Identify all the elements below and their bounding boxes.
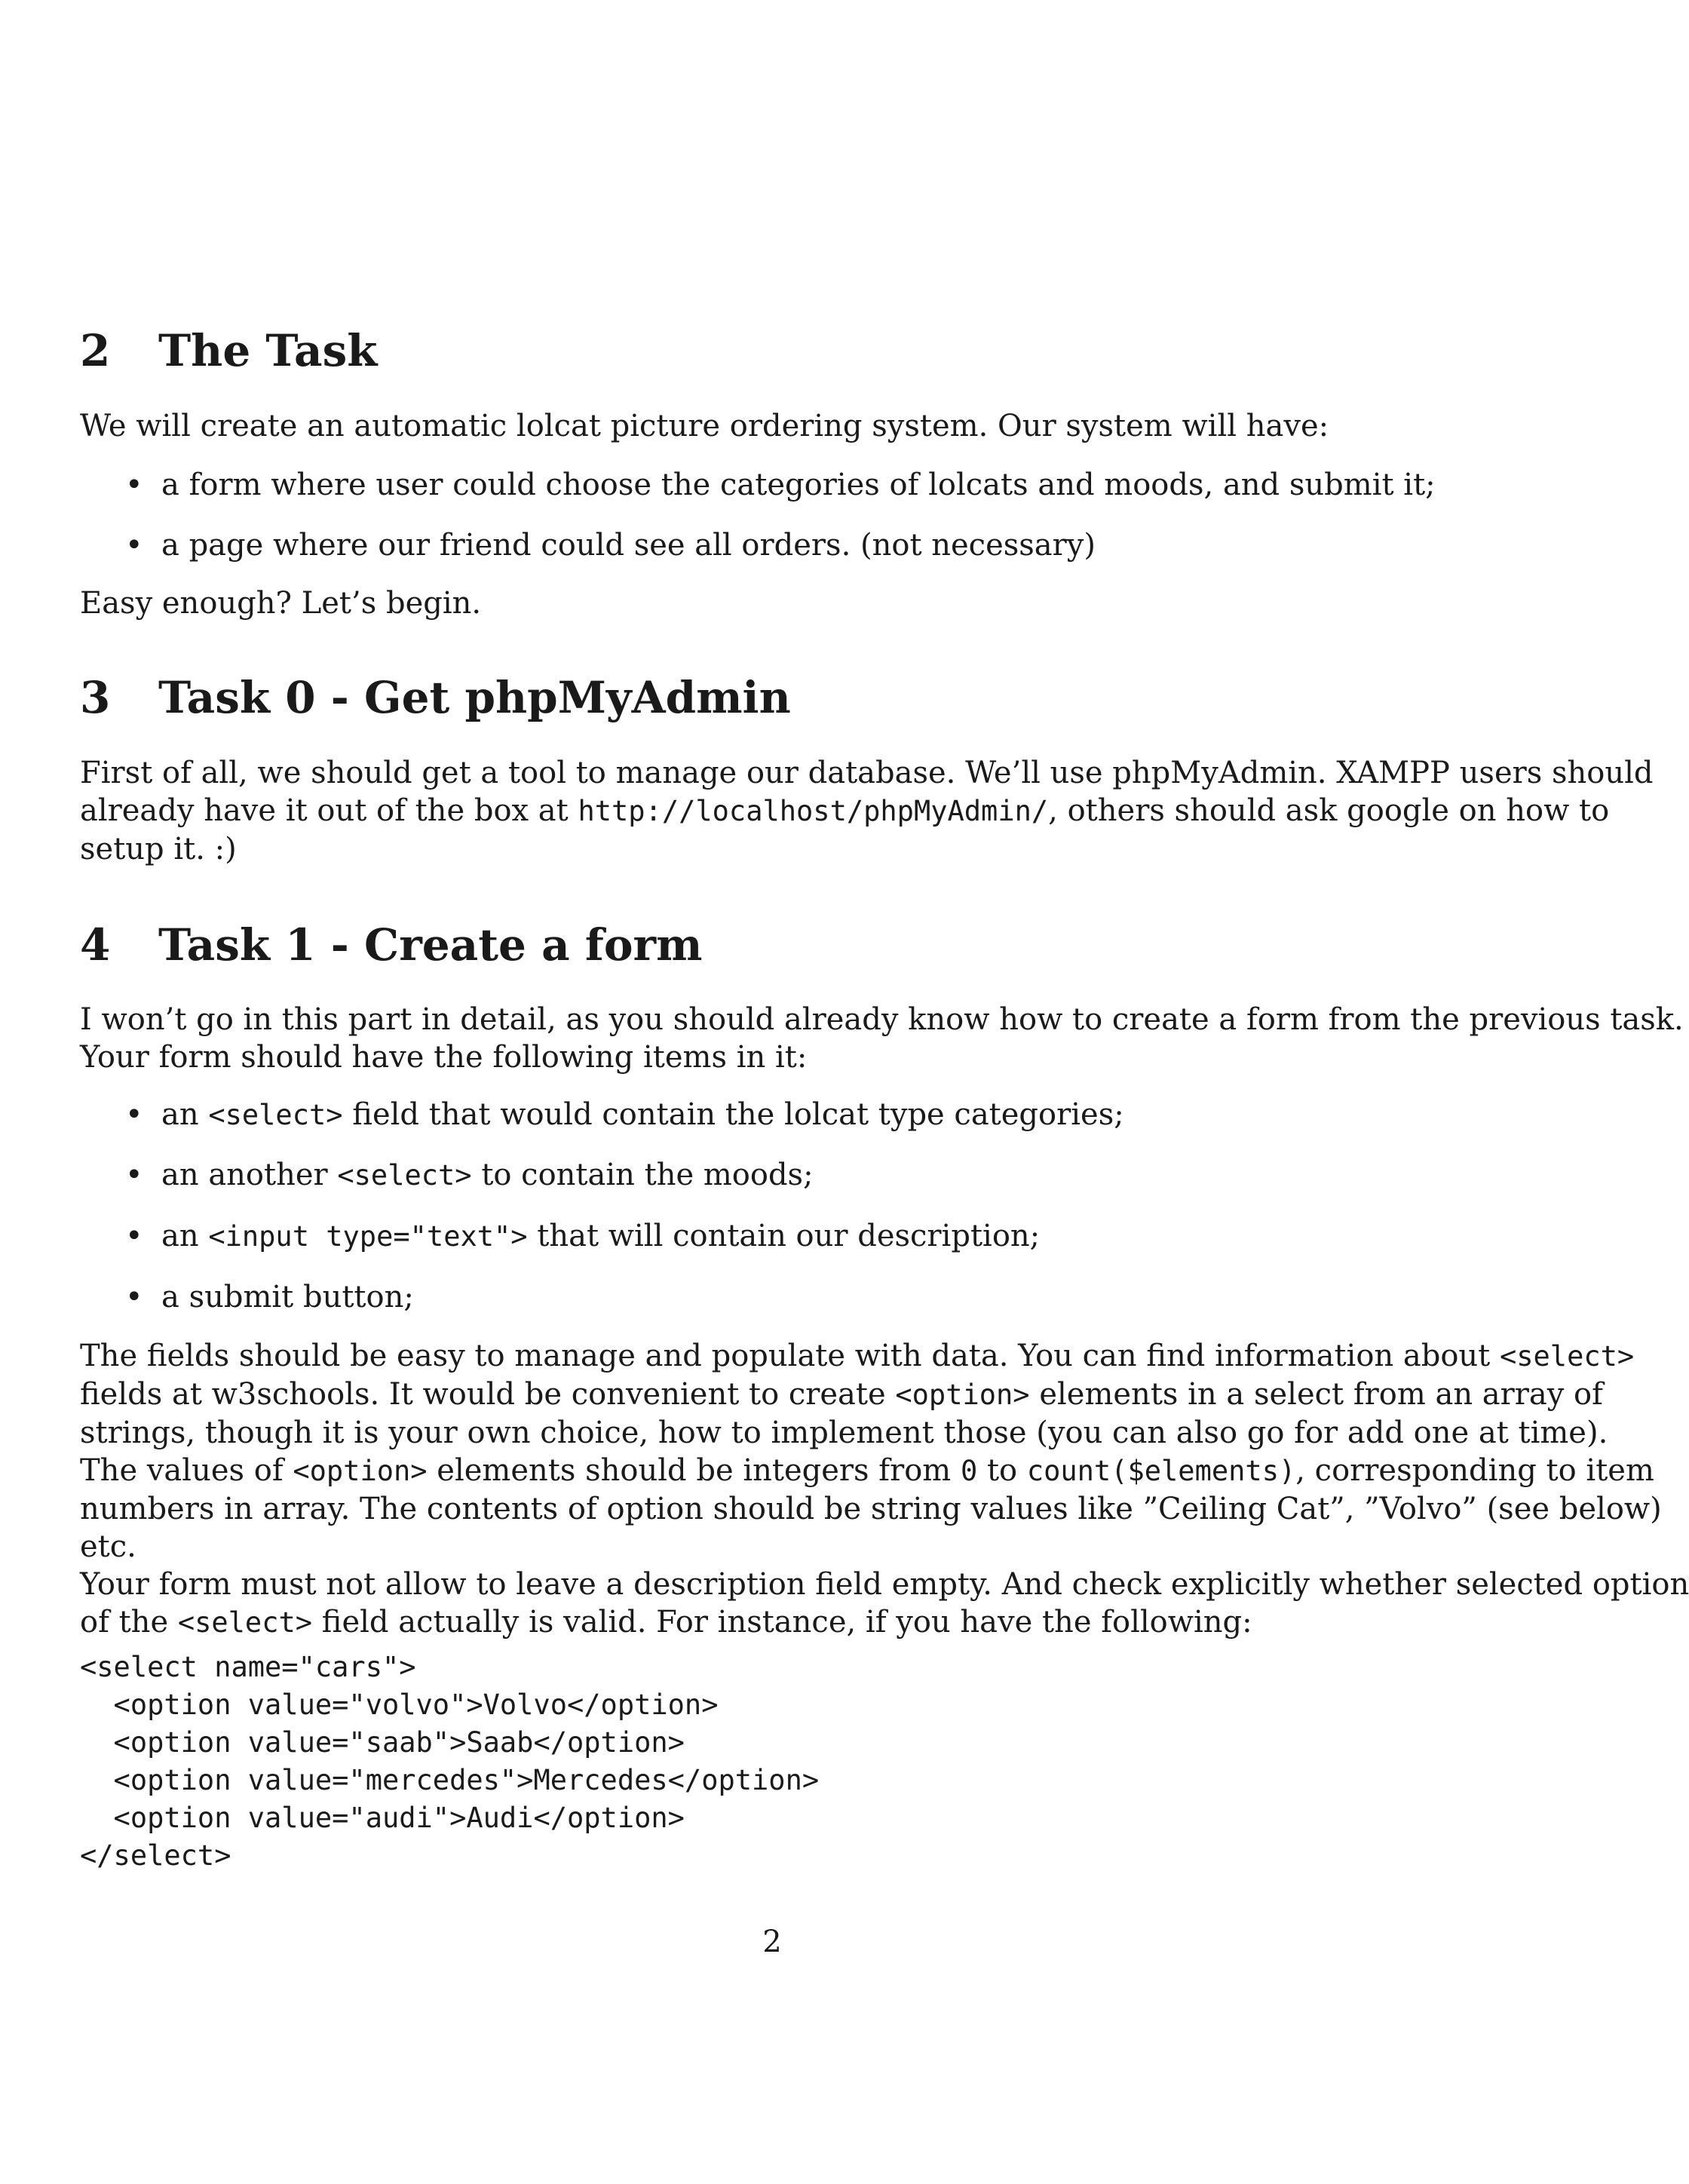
text-run: that will contain our description; bbox=[537, 1219, 1041, 1253]
inline-code: <option> bbox=[895, 1379, 1030, 1411]
code-line: <option value="mercedes">Mercedes</option> bbox=[80, 1764, 820, 1796]
section-heading-4 bbox=[80, 919, 702, 971]
section-heading-2 bbox=[80, 324, 377, 377]
text-run: field actually is valid. For instance, if you have the following: bbox=[321, 1605, 1252, 1640]
bullet-dot: • bbox=[125, 1097, 143, 1132]
text-run: a submit button; bbox=[161, 1280, 414, 1314]
code-block bbox=[80, 1649, 819, 1875]
validation-line: Your form must not allow to leave a description field empty. And check explicitly whether selected option bbox=[80, 1567, 1689, 1602]
code-line: <option value="saab">Saab</option> bbox=[80, 1726, 685, 1759]
text-run: to contain the moods; bbox=[481, 1158, 814, 1192]
validation-line bbox=[80, 1603, 1469, 1642]
task-intro-paragraph bbox=[80, 407, 1469, 445]
text-run: to bbox=[986, 1453, 1018, 1488]
text-run: , corresponding to item bbox=[1295, 1453, 1654, 1488]
task1-intro-line: Your form should have the following items in it: bbox=[80, 1040, 808, 1075]
task0-line: setup it. :) bbox=[80, 832, 237, 867]
code-line: <select name="cars"> bbox=[80, 1651, 416, 1683]
fields-line bbox=[80, 1337, 1635, 1376]
task-bullet-text: a page where our friend could see all orders. (not necessary) bbox=[161, 528, 1096, 563]
bullet-dot: • bbox=[125, 528, 143, 563]
form-item-bullet-4 bbox=[125, 1278, 414, 1316]
fields-line: numbers in array. The contents of option should be string values like ”Ceiling Cat”, ”Volvo” (see below) bbox=[80, 1492, 1662, 1526]
task0-line: First of all, we should get a tool to manage our database. We’ll use phpMyAdmin. XAMPP users should bbox=[80, 756, 1654, 790]
task-outro-text: Easy enough? Let’s begin. bbox=[80, 586, 482, 621]
section-title: Task 0 - Get phpMyAdmin bbox=[158, 672, 791, 723]
text-run: an another bbox=[161, 1158, 328, 1192]
task0-paragraph bbox=[80, 754, 1654, 868]
bullet-dot: • bbox=[125, 1280, 143, 1314]
text-run: elements in a select from an array of bbox=[1039, 1377, 1603, 1412]
task-bullet-text: a form where user could choose the categories of lolcats and moods, and submit it; bbox=[161, 468, 1436, 502]
inline-code: <select> bbox=[337, 1159, 472, 1192]
text-run: of the bbox=[80, 1605, 169, 1640]
inline-code: <input type="text"> bbox=[208, 1220, 528, 1253]
section-heading-3 bbox=[80, 671, 791, 724]
inline-code: 0 bbox=[960, 1455, 978, 1487]
url-code: http://localhost/phpMyAdmin/ bbox=[578, 795, 1049, 827]
section-number: 4 bbox=[80, 919, 111, 971]
task-outro-paragraph bbox=[80, 584, 1469, 622]
form-item-bullet-1 bbox=[125, 1096, 1124, 1134]
text-run: already have it out of the box at bbox=[80, 793, 569, 828]
task-bullet-2 bbox=[125, 526, 1096, 564]
section-number: 3 bbox=[80, 672, 111, 723]
fields-line bbox=[80, 1452, 1654, 1490]
text-run: , others should ask google on how to bbox=[1048, 793, 1610, 828]
page-number: 2 bbox=[762, 1925, 782, 1959]
inline-code: <select> bbox=[177, 1606, 313, 1639]
task0-line bbox=[80, 792, 1610, 830]
inline-code: <select> bbox=[1499, 1340, 1635, 1373]
text-run: elements should be integers from bbox=[437, 1453, 952, 1488]
task-intro-text: We will create an automatic lolcat picture ordering system. Our system will have: bbox=[80, 409, 1329, 443]
inline-code: count($elements) bbox=[1026, 1455, 1296, 1487]
task1-intro-paragraph bbox=[80, 1001, 1684, 1076]
inline-code: <select> bbox=[208, 1099, 343, 1131]
task-bullet-1 bbox=[125, 466, 1436, 504]
text-run: The values of bbox=[80, 1453, 284, 1488]
task1-intro-line: I won’t go in this part in detail, as you should already know how to create a form from the previous task. bbox=[80, 1002, 1684, 1037]
fields-paragraph bbox=[80, 1337, 1689, 1642]
bullet-dot: • bbox=[125, 1158, 143, 1192]
text-run: The fields should be easy to manage and populate with data. You can find information about bbox=[80, 1339, 1491, 1373]
code-line: <option value="volvo">Volvo</option> bbox=[80, 1689, 719, 1721]
text-run: an bbox=[161, 1219, 199, 1253]
section-title: The Task bbox=[158, 325, 378, 376]
text-run: field that would contain the lolcat type categories; bbox=[352, 1097, 1124, 1132]
fields-line bbox=[80, 1376, 1603, 1414]
bullet-dot: • bbox=[125, 1219, 143, 1253]
section-number: 2 bbox=[80, 325, 111, 376]
section-title: Task 1 - Create a form bbox=[158, 919, 703, 971]
fields-line: etc. bbox=[80, 1529, 136, 1564]
code-line: </select> bbox=[80, 1839, 231, 1872]
form-item-bullet-3 bbox=[125, 1217, 1040, 1256]
text-run: fields at w3schools. It would be convenient to create bbox=[80, 1377, 886, 1412]
fields-line: strings, though it is your own choice, how to implement those (you can also go for add one at time). bbox=[80, 1416, 1608, 1450]
code-line: <option value="audi">Audi</option> bbox=[80, 1802, 685, 1834]
form-item-bullet-2 bbox=[125, 1156, 814, 1195]
text-run: an bbox=[161, 1097, 199, 1132]
bullet-dot: • bbox=[125, 468, 143, 502]
inline-code: <option> bbox=[293, 1455, 428, 1487]
